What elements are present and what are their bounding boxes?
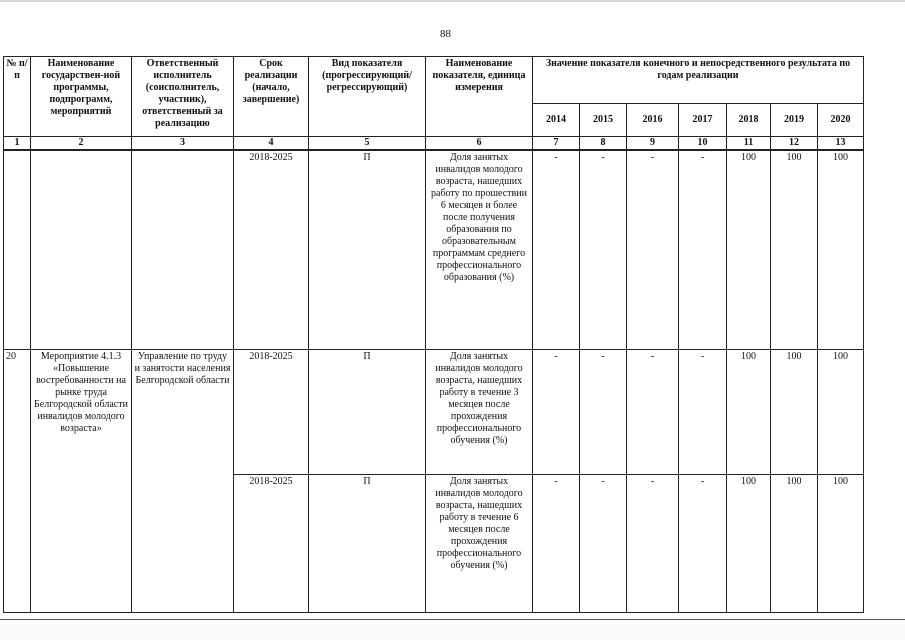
value-2019: 100 — [771, 474, 818, 612]
value-2019: 100 — [771, 349, 818, 474]
header-indicator-name: Наименование показателя, единица измерения — [426, 57, 533, 137]
header-values: Значение показателя конечного и непосредственного результата по годам реализации — [533, 57, 864, 104]
row-num — [4, 150, 31, 349]
value-2015: - — [580, 474, 627, 612]
col-number: 8 — [580, 137, 627, 151]
scan-edge-top — [0, 0, 905, 2]
value-2017: - — [679, 474, 727, 612]
row-indicator: Доля занятых инвалидов молодого возраста, нашедших работу по прошествии 6 месяцев и более после получения образования по образовательным программам среднего профессионального образования (%) — [426, 150, 533, 349]
value-2014: - — [533, 474, 580, 612]
header-row — [4, 57, 864, 104]
row-num: 20 — [4, 349, 31, 612]
col-number: 9 — [627, 137, 679, 151]
value-2014: - — [533, 150, 580, 349]
value-2015: - — [580, 150, 627, 349]
col-number: 10 — [679, 137, 727, 151]
row-term: 2018-2025 — [234, 349, 309, 474]
col-number: 4 — [234, 137, 309, 151]
value-2018: 100 — [727, 150, 771, 349]
column-number-row — [4, 137, 864, 151]
year-2015: 2015 — [580, 104, 627, 137]
value-2017: - — [679, 349, 727, 474]
row-type: П — [309, 150, 426, 349]
value-2018: 100 — [727, 349, 771, 474]
value-2018: 100 — [727, 474, 771, 612]
header-indicator-type: Вид показателя (прогрессирующий/ регрессирующий) — [309, 57, 426, 137]
value-2020: 100 — [818, 150, 864, 349]
row-name — [31, 150, 132, 349]
value-2019: 100 — [771, 150, 818, 349]
year-2019: 2019 — [771, 104, 818, 137]
row-responsible — [132, 150, 234, 349]
year-2014: 2014 — [533, 104, 580, 137]
page-number: 88 — [440, 28, 451, 40]
header-term: Срок реализации (начало, завершение) — [234, 57, 309, 137]
value-2014: - — [533, 349, 580, 474]
row-term: 2018-2025 — [234, 474, 309, 612]
header-num: № п/п — [4, 57, 31, 137]
scan-edge-bottom — [0, 619, 905, 640]
col-number: 12 — [771, 137, 818, 151]
year-2016: 2016 — [627, 104, 679, 137]
year-2018: 2018 — [727, 104, 771, 137]
indicators-table — [3, 56, 864, 613]
row-indicator: Доля занятых инвалидов молодого возраста, нашедших работу в течение 3 месяцев после прохождения профессионального обучения (%) — [426, 349, 533, 474]
col-number: 1 — [4, 137, 31, 151]
value-2017: - — [679, 150, 727, 349]
table-row — [4, 150, 864, 349]
row-name: Мероприятие 4.1.3 «Повышение востребованности на рынке труда Белгородской области инвалидов молодого возраста» — [31, 349, 132, 612]
header-name: Наименование государствен-ной программы, подпрограмм, мероприятий — [31, 57, 132, 137]
table-row — [4, 349, 864, 474]
row-responsible: Управление по труду и занятости населения Белгородской области — [132, 349, 234, 612]
row-type: П — [309, 349, 426, 474]
value-2020: 100 — [818, 474, 864, 612]
value-2016: - — [627, 150, 679, 349]
col-number: 7 — [533, 137, 580, 151]
year-2017: 2017 — [679, 104, 727, 137]
row-indicator: Доля занятых инвалидов молодого возраста, нашедших работу в течение 6 месяцев после прохождения профессионального обучения (%) — [426, 474, 533, 612]
col-number: 5 — [309, 137, 426, 151]
col-number: 6 — [426, 137, 533, 151]
value-2016: - — [627, 349, 679, 474]
col-number: 2 — [31, 137, 132, 151]
col-number: 11 — [727, 137, 771, 151]
value-2020: 100 — [818, 349, 864, 474]
col-number: 13 — [818, 137, 864, 151]
col-number: 3 — [132, 137, 234, 151]
value-2015: - — [580, 349, 627, 474]
header-responsible: Ответственный исполнитель (соисполнитель, участник), ответственный за реализацию — [132, 57, 234, 137]
row-term: 2018-2025 — [234, 150, 309, 349]
year-2020: 2020 — [818, 104, 864, 137]
value-2016: - — [627, 474, 679, 612]
row-type: П — [309, 474, 426, 612]
